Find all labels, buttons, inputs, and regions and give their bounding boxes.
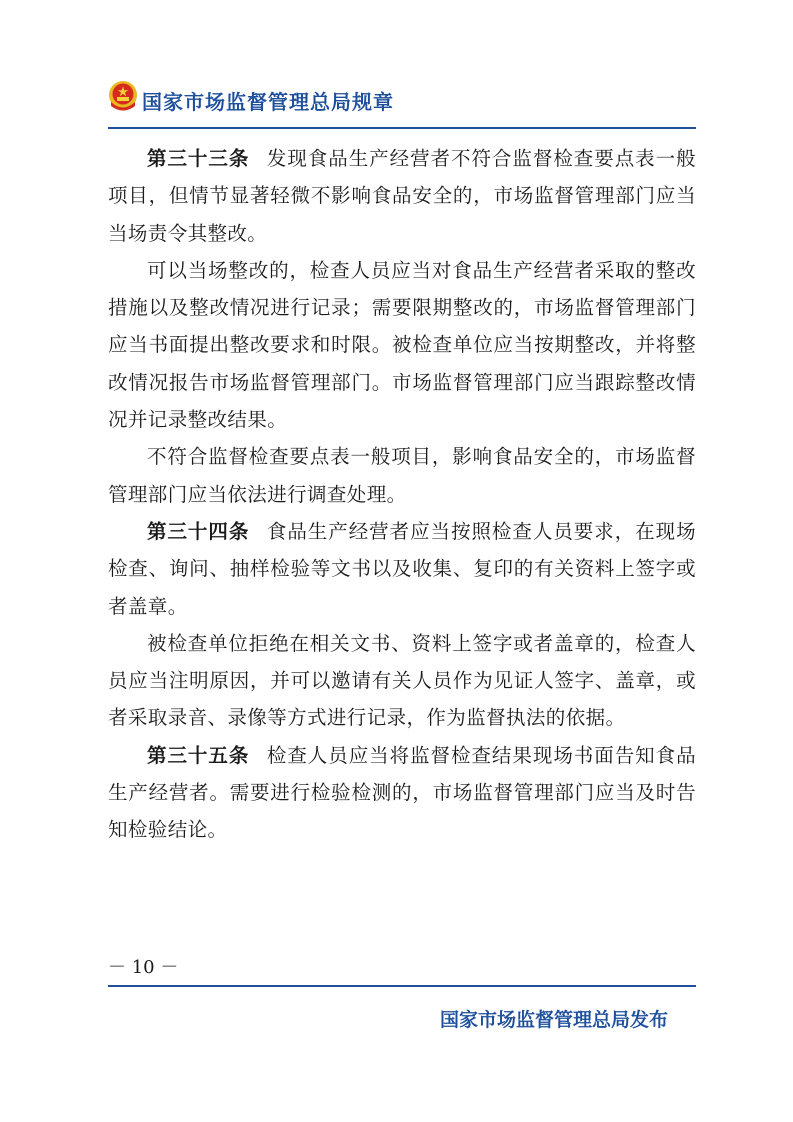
paragraph [108,625,696,737]
footer-divider [108,985,696,987]
article-number: 第三十五条 [147,743,250,767]
paragraph-text: 检查人员应当将监督检查结果现场书面告知食品生产经营者。需要进行检验检测的，市场监督管理部门应当及时告知检验结论。 [108,743,696,842]
article-number: 第三十四条 [147,519,250,543]
paragraph [108,438,696,513]
header-title: 国家市场监督管理总局规章 [142,90,394,114]
header-divider [108,127,696,129]
paragraph-text: 可以当场整改的，检查人员应当对食品生产经营者采取的整改措施以及整改情况进行记录；需要限期整改的，市场监督管理部门应当书面提出整改要求和时限。被检查单位应当按期整改，并将整改情况报告市场监督管理部门。市场监督管理部门应当跟踪整改情况并记录整改结果。 [108,258,696,432]
article-paragraph [108,140,696,252]
page-number: － 10 － [108,957,179,978]
publisher-label: 国家市场监督管理总局发布 [440,1009,669,1031]
article-number: 第三十三条 [147,147,250,170]
paragraph-text: 被检查单位拒绝在相关文书、资料上签字或者盖章的，检查人员应当注明原因，并可以邀请有关人员作为见证人签字、盖章，或者采取录音、录像等方式进行记录，作为监督执法的依据。 [108,631,696,730]
paragraph-text: 发现食品生产经营者不符合监督检查要点表一般项目，但情节显著轻微不影响食品安全的，市场监督管理部门应当当场责令其整改。 [108,147,696,245]
article-paragraph [108,737,696,849]
paragraph-text: 食品生产经营者应当按照检查人员要求，在现场检查、询问、抽样检验等文书以及收集、复印的有关资料上签字或者盖章。 [108,519,696,618]
article-paragraph [108,513,696,625]
document-body [108,140,696,849]
paragraph-text: 不符合监督检查要点表一般项目，影响食品安全的，市场监督管理部门应当依法进行调查处理。 [108,445,696,506]
document-header [108,80,698,124]
paragraph [108,252,696,438]
national-emblem-icon [108,80,138,112]
